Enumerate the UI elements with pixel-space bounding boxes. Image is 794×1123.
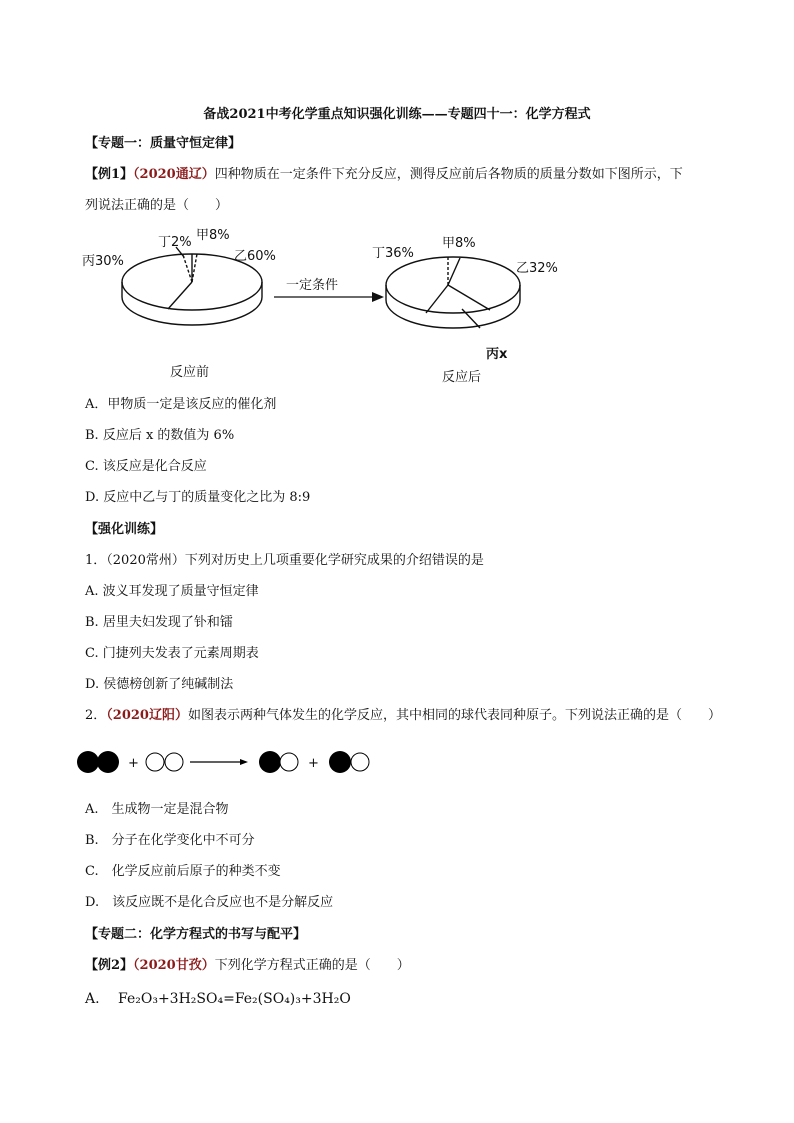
- after-slice-line-4: [448, 258, 460, 285]
- q2-option-c: C. 化学反应前后原子的种类不变: [85, 864, 281, 879]
- example-1-text-1: 四种物质在一定条件下充分反应，测得反应前后各物质的质量分数如下图所示，下: [214, 167, 683, 182]
- black-atom: [77, 751, 99, 773]
- page-title: 备战2021中考化学重点知识强化训练——专题四十一：化学方程式: [203, 107, 591, 122]
- q2-option-a: A. 生成物一定是混合物: [85, 802, 229, 817]
- black-atom: [329, 751, 351, 773]
- before-caption: 反应前: [170, 365, 210, 380]
- training-header: 【强化训练】: [85, 522, 164, 537]
- q2-number: 2．: [85, 708, 107, 723]
- example-2-option-a: [85, 990, 351, 1008]
- example-1-line-1: [85, 166, 683, 184]
- reaction-arrow-2-head: [240, 759, 248, 765]
- example-1-source: （2020通辽）: [133, 167, 215, 182]
- before-slice-line-3: [183, 255, 192, 282]
- q2-source: （2020辽阳）: [106, 708, 188, 723]
- before-slice-line-2: [168, 282, 192, 309]
- before-label-bing: 丙30%: [82, 254, 124, 269]
- example-1-option-c: C. 该反应是化合反应: [85, 459, 207, 474]
- q1-stem: 1．（2020常州）下列对历史上几项重要化学研究成果的介绍错误的是: [85, 553, 484, 568]
- example-2-equation: Fe₂O₃+3H₂SO₄=Fe₂(SO₄)₃+3H₂O: [118, 991, 351, 1007]
- reaction-arrow-head: [372, 292, 384, 302]
- after-pie-top: [386, 257, 520, 313]
- arrow-label: 一定条件: [286, 278, 339, 293]
- example-1-tag: 【例1】: [85, 167, 134, 182]
- q1-option-a: A. 波义耳发现了质量守恒定律: [85, 584, 259, 599]
- molecule-diagram: [70, 744, 390, 780]
- before-label-ding: 丁2%: [158, 235, 192, 250]
- q2-stem: 如图表示两种气体发生的化学反应，其中相同的球代表同种原子。下列说法正确的是（ ）: [187, 708, 721, 723]
- before-label-yi: 乙60%: [234, 249, 276, 264]
- after-slice-line-2: [426, 285, 448, 313]
- after-label-yi: 乙32%: [516, 261, 558, 276]
- black-atom: [97, 751, 119, 773]
- example-1-option-b: B. 反应后 x 的数值为 6%: [85, 428, 235, 443]
- example-1-line-2: 列说法正确的是（ ）: [85, 198, 229, 213]
- before-pie-side: [122, 282, 262, 325]
- plus-sign-2: +: [308, 756, 319, 771]
- q1-option-c: C. 门捷列夫发表了元素周期表: [85, 646, 259, 661]
- example-2-option-a-prefix: A.: [85, 991, 100, 1007]
- example-1-option-a: A．甲物质一定是该反应的催化剂: [85, 397, 277, 412]
- before-label-jia: 甲8%: [196, 228, 230, 243]
- after-slice-line-3: [448, 285, 490, 310]
- pie-diagram: [76, 225, 558, 390]
- plus-sign-1: +: [128, 756, 139, 771]
- black-atom: [259, 751, 281, 773]
- after-label-bing: 丙x: [486, 347, 508, 362]
- example-2-text: 下列化学方程式正确的是（ ）: [214, 958, 410, 973]
- section-2-header: 【专题二：化学方程式的书写与配平】: [85, 927, 307, 942]
- after-pie-side: [386, 285, 520, 328]
- q2-option-b: B. 分子在化学变化中不可分: [85, 833, 255, 848]
- after-caption: 反应后: [442, 370, 482, 385]
- white-atom: [146, 753, 164, 771]
- before-slice-line-4: [192, 254, 197, 282]
- q2-line: [85, 707, 721, 725]
- after-label-ding: 丁36%: [372, 246, 414, 261]
- section-1-header: 【专题一：质量守恒定律】: [85, 136, 242, 151]
- q1-option-d: D. 侯德榜创新了纯碱制法: [85, 677, 234, 692]
- white-atom: [351, 753, 369, 771]
- q1-option-b: B. 居里夫妇发现了钋和镭: [85, 615, 233, 630]
- example-2-tag: 【例2】: [85, 958, 134, 973]
- example-2-source: （2020甘孜）: [133, 958, 215, 973]
- q2-option-d: D. 该反应既不是化合反应也不是分解反应: [85, 895, 334, 910]
- white-atom: [165, 753, 183, 771]
- white-atom: [280, 753, 298, 771]
- after-label-jia: 甲8%: [442, 236, 476, 251]
- example-2-line: [85, 957, 410, 975]
- example-1-option-d: D. 反应中乙与丁的质量变化之比为 8:9: [85, 490, 311, 505]
